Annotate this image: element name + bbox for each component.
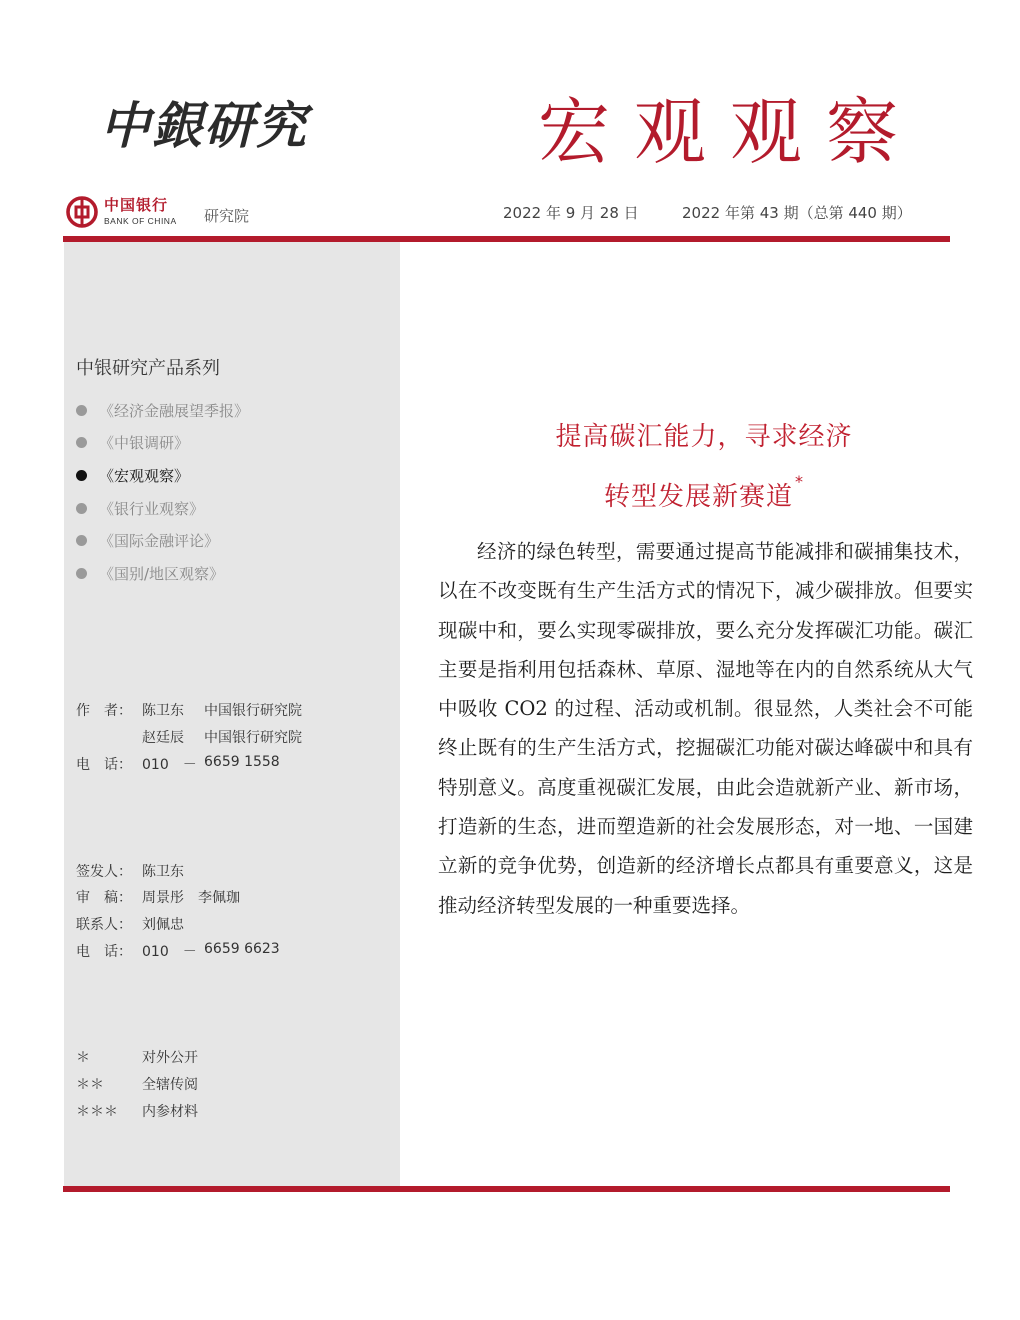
contact-name: 刘佩忠 [142,917,184,933]
bullet-icon [76,437,87,448]
issue-date: 2022 年 9 月 28 日 [503,204,639,222]
reviewer-label: 审 稿： [76,890,132,906]
product-label: 《国际金融评论》 [99,532,220,551]
classification-stars: ＊＊ [76,1077,104,1093]
reviewer-names: 周景彤 李佩珈 [142,890,240,906]
author-label: 作 者： [76,703,132,719]
product-item-active [76,459,249,492]
author-name: 赵廷辰 [142,730,184,746]
bullet-icon [76,568,87,579]
author-phone-label: 电 话： [76,757,132,773]
contact-label: 联系人： [76,917,132,933]
article-title-text: 转型发展新赛道 [603,482,793,512]
product-label: 《中银调研》 [99,434,190,453]
product-item [76,524,249,557]
institute-label: 研究院 [204,207,250,225]
product-series-heading: 中银研究产品系列 [76,358,220,379]
bullet-icon [76,503,87,514]
product-label: 《国别/地区观察》 [99,564,225,583]
product-label: 《银行业观察》 [99,499,205,518]
product-item [76,492,249,525]
contact-phone-prefix: 010 － [142,944,197,960]
classification-label: 内参材料 [142,1104,198,1120]
issuer-label: 签发人： [76,864,132,880]
classification-label: 全辖传阅 [142,1077,198,1093]
product-series-list [76,394,249,590]
product-label: 《宏观观察》 [99,466,190,485]
brand-calligraphy-logo: 中銀研究 [100,96,308,155]
bullet-icon [76,405,87,416]
issue-number: 2022 年第 43 期（总第 440 期） [682,204,912,222]
contact-phone: 6659 6623 [204,941,280,957]
bank-name-en: BANK OF CHINA [104,216,177,226]
product-label: 《经济金融展望季报》 [99,401,250,420]
footer-divider [63,1186,950,1192]
product-item [76,427,249,460]
author-org: 中国银行研究院 [204,730,302,746]
article-title-line2 [404,472,1004,513]
bullet-icon [76,470,87,481]
classification-stars: ＊ [76,1050,90,1066]
bank-of-china-logo-icon [66,196,98,228]
classification-label: 对外公开 [142,1050,198,1066]
bullet-icon [76,535,87,546]
author-name: 陈卫东 [142,703,184,719]
issuer-name: 陈卫东 [142,864,184,880]
author-phone: 6659 1558 [204,754,280,770]
series-title: 宏观观察 [538,90,923,174]
product-item [76,394,249,427]
footnote-marker: * [795,472,804,491]
product-item [76,557,249,590]
contact-phone-label: 电 话： [76,944,132,960]
classification-stars: ＊＊＊ [76,1104,118,1120]
bank-name-cn: 中国银行 [104,196,169,214]
author-org: 中国银行研究院 [204,703,302,719]
article-body: 经济的绿色转型，需要通过提高节能减排和碳捕集技术，以在不改变既有生产生活方式的情况下，减少碳排放。但要实现碳中和，要么实现零碳排放，要么充分发挥碳汇功能。碳汇主要是指利用包括森林、草原、湿地等在内的自然系统从大气中吸收 CO2 的过程、活动或机制。很显然，人类社会不可能终止既有的生产生活方式，挖掘碳汇功能对碳达峰碳中和具有特别意义。高度重视碳汇发展，由此会造就新产业、新市场，打造新的生态，进而塑造新的社会发展形态，对一地、一国建立新的竞争优势，创造新的经济增长点都具有重要意义，这是推动经济转型发展的一种重要选择。 [438,540,973,917]
author-phone-prefix: 010 － [142,757,197,773]
article-title-line1: 提高碳汇能力，寻求经济 [555,422,853,452]
